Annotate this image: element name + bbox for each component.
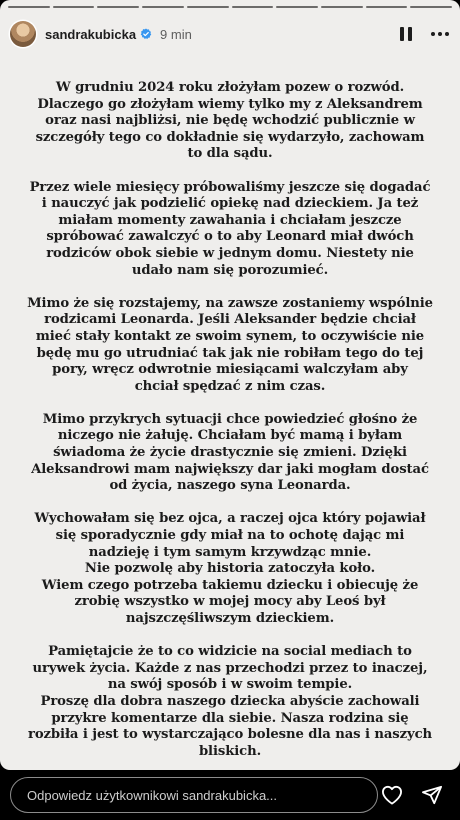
story-line: Nie pozwolę aby historia zatoczyła koło. xyxy=(84,561,376,577)
progress-segment xyxy=(53,6,95,8)
story-line: na swój sposób i w swoim tempie. xyxy=(107,677,353,693)
story-text xyxy=(26,80,434,770)
story-line: niczego nie żałuję. Chciałam być mamą i byłam xyxy=(57,428,403,444)
story-line: Przez wiele miesięcy próbowaliśmy jeszcze się dogadać xyxy=(29,179,431,195)
story-paragraph xyxy=(26,511,434,627)
heart-icon[interactable] xyxy=(380,783,404,807)
story-line: od życia, naszego syna Leonarda. xyxy=(109,478,351,494)
username[interactable]: sandrakubicka xyxy=(45,26,137,42)
story-line: oraz nasi najbliżsi, nie będę wchodzić publicznie w xyxy=(45,113,415,129)
story-line: udało nam się porozumieć. xyxy=(131,262,329,278)
story-paragraph xyxy=(26,180,434,280)
story-line: najszczęśliwszym dzieckiem. xyxy=(125,611,335,626)
story-line: spróbować zawalczyć o to aby Leonard miał dwóch xyxy=(46,229,414,245)
story-line: W grudniu 2024 roku złożyłam pozew o rozwód. xyxy=(55,80,405,95)
story-line: bliskich. xyxy=(198,743,262,759)
progress-segment xyxy=(142,6,184,8)
story-paragraph xyxy=(26,296,434,396)
verified-badge-icon xyxy=(140,28,152,40)
progress-segment xyxy=(187,6,229,8)
story-line: rodzicami Leonarda. Jeśli Aleksander będzie chciał xyxy=(44,312,416,328)
header-actions xyxy=(396,24,450,44)
story-line: i nauczyć jak podzielić opiekę nad dzieckiem. Ja też xyxy=(41,196,419,212)
story-line: Dlaczego go złożyłam wiemy tylko my z Aleksandrem xyxy=(37,96,423,112)
story-header xyxy=(10,20,450,48)
story-line: przykre komentarze dla siebie. Nasza rodzina się xyxy=(51,710,409,726)
story-line: rozbiła i jest to wystarczająco bolesne dla nas i naszych xyxy=(28,727,432,743)
story-line: Wiem czego potrzeba takiemu dziecku i obiecuję że xyxy=(41,577,419,593)
story-line: Mimo przykrych sytuacji chce powiedzieć głośno że xyxy=(42,411,418,427)
story-line: Pamiętajcie że to co widzicie na social mediach to xyxy=(48,644,412,660)
progress-segment xyxy=(366,6,408,8)
reply-input[interactable] xyxy=(10,777,378,813)
post-time: 9 min xyxy=(160,26,192,42)
story-line: nadzieję i tym samym krzywdząc mnie. xyxy=(88,544,372,560)
avatar[interactable] xyxy=(10,21,36,47)
reply-bar xyxy=(0,770,460,820)
story-line: chciał spędzać z nim czas. xyxy=(134,378,326,394)
pause-icon[interactable] xyxy=(396,24,416,44)
progress-segment xyxy=(97,6,139,8)
more-icon[interactable] xyxy=(430,24,450,44)
story-line: pory, wręcz odwrotnie miesiącami walczyłam aby xyxy=(52,362,408,378)
send-icon[interactable] xyxy=(420,783,444,807)
story-line: zrobię wszystko w mojej mocy aby Leoś był xyxy=(74,594,386,610)
progress-segment xyxy=(8,6,50,8)
story-paragraph xyxy=(26,644,434,760)
story-line: szczegóły tego co dokładnie się wydarzyło, zachowam xyxy=(35,129,425,145)
story-line: rodziców obok siebie w jednym domu. Niestety nie xyxy=(46,245,414,261)
story-line: się sporadycznie gdy miał na to ochotę dając mi xyxy=(55,528,405,544)
story-line: urywek życia. Każde z nas przechodzi przez to inaczej, xyxy=(32,660,428,676)
footer-actions xyxy=(380,783,450,807)
story-line: to dla sądu. xyxy=(187,146,273,162)
progress-segment xyxy=(321,6,363,8)
story-line: Aleksandrowi mam największy dar jaki mogłam dostać xyxy=(31,461,429,477)
story-line: Proszę dla dobra naszego dziecka abyście zachowali xyxy=(40,693,420,709)
story-line: Mimo że się rozstajemy, na zawsze zostaniemy wspólnie xyxy=(27,295,433,311)
progress-segment xyxy=(232,6,274,8)
story-line: miałam momenty zawahania i chciałam jeszcze xyxy=(58,212,402,228)
progress-segment xyxy=(276,6,318,8)
story-line: świadoma że życie drastycznie się zmieni. Dzięki xyxy=(53,445,407,461)
story-line: Wychowałam się bez ojca, a raczej ojca który pojawiał xyxy=(34,511,426,527)
story-progress-bar xyxy=(8,6,452,8)
story-line: będę mu go utrudniać tak jak nie robiłam tego do tej xyxy=(36,345,424,361)
story-paragraph xyxy=(26,80,434,163)
progress-segment xyxy=(410,6,452,8)
story-paragraph xyxy=(26,412,434,495)
story-line: mieć stały kontakt ze swoim synem, to oczywiście nie xyxy=(35,328,425,344)
